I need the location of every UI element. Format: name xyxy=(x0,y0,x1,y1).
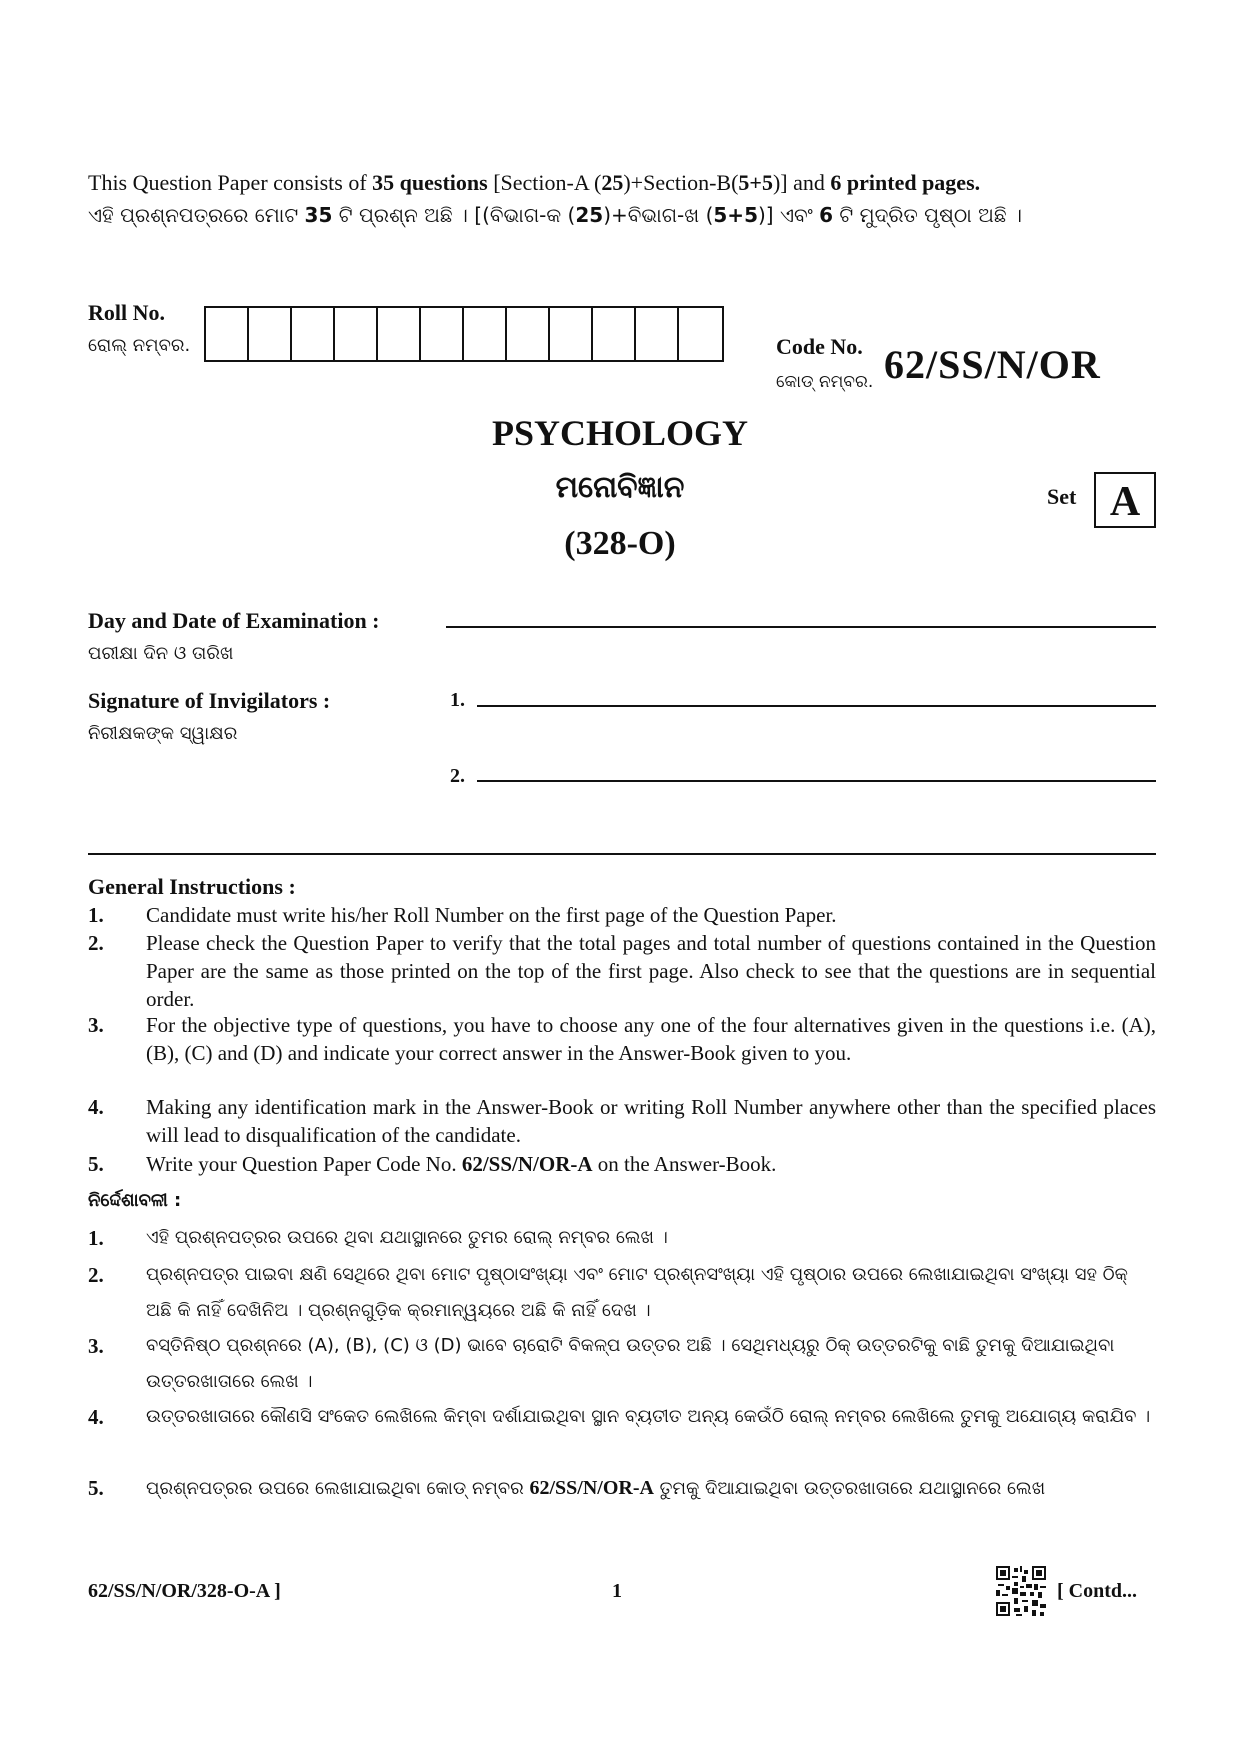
odia-instruction-item xyxy=(88,1399,1156,1435)
instruction-number: 5. xyxy=(88,1152,104,1176)
set-value-box: A xyxy=(1094,472,1156,528)
roll-digit-box[interactable] xyxy=(206,308,249,360)
signature-2-field[interactable] xyxy=(477,780,1156,782)
instruction-number: 3. xyxy=(88,1013,104,1037)
instruction-text: Write your Question Paper Code No. 62/SS/N/OR-A on the Answer-Book. xyxy=(146,1152,777,1176)
roll-digit-box[interactable] xyxy=(636,308,679,360)
roll-digit-box[interactable] xyxy=(421,308,464,360)
general-instructions-heading: General Instructions : xyxy=(88,874,296,899)
exam-date-field[interactable] xyxy=(446,626,1156,628)
page-number: 1 xyxy=(612,1580,622,1602)
instruction-number: 1. xyxy=(88,903,104,927)
roll-digit-box[interactable] xyxy=(679,308,722,360)
exam-date-label: Day and Date of Examination : xyxy=(88,608,380,633)
roll-digit-box[interactable] xyxy=(550,308,593,360)
roll-number-label-odia: ରୋଲ୍ ନମ୍ବର. xyxy=(88,335,191,356)
odia-instruction-item xyxy=(88,1220,1156,1256)
roll-digit-box[interactable] xyxy=(378,308,421,360)
instruction-text: ପ୍ରଶ୍ନପତ୍ରର ଉପରେ ଲେଖାଯାଇଥିବା କୋଡ୍ ନମ୍ବର 62/SS/N/OR-A ତୁମକୁ ଦିଆଯାଇଥିବା ଉତ୍ତରଖାତାରେ ଯଥାସ୍ଥାନରେ ଲେଖ xyxy=(146,1477,1046,1499)
roll-number-label: Roll No. xyxy=(88,300,165,325)
odia-instruction-item xyxy=(88,1257,1156,1329)
instruction-text: Making any identification mark in the Answer-Book or writing Roll Number anywhere other than the specified places will lead to disqualification of the candidate. xyxy=(146,1095,1156,1147)
instruction-number: 4. xyxy=(88,1405,104,1429)
roll-digit-box[interactable] xyxy=(593,308,636,360)
invigilator-signature-label: Signature of Invigilators : xyxy=(88,688,331,713)
paper-summary-odia: ଏହି ପ୍ରଶ୍ନପତ୍ରରେ ମୋଟ 35 ଟି ପ୍ରଶ୍ନ ଅଛି । [(ବିଭାଗ-କ (25)+ବିଭାଗ-ଖ (5+5)] ଏବଂ 6 ଟି ମୁଦ୍ରିତ ପୃଷ୍ଠା ଅଛି । xyxy=(88,203,1022,227)
odia-instruction-item xyxy=(88,1470,1156,1507)
instruction-number: 4. xyxy=(88,1095,104,1119)
instruction-text: ଉତ୍ତରଖାତାରେ କୌଣସି ସଂକେତ ଲେଖିଲେ କିମ୍ବା ଦର୍ଶାଯାଇଥିବା ସ୍ଥାନ ବ୍ୟତୀତ ଅନ୍ୟ କେଉଁଠି ରୋଲ୍ ନମ୍ବର ଲେଖିଲେ ତୁମକୁ ଅଯୋଗ୍ୟ କରାଯିବ । xyxy=(146,1406,1151,1427)
instruction-text: Please check the Question Paper to verify that the total pages and total number of questions contained in the Question Paper are the same as those printed on the top of the first page. Also check to see that the questions are in sequential order. xyxy=(146,931,1156,1011)
exam-date-label-odia: ପରୀକ୍ଷା ଦିନ ଓ ତାରିଖ xyxy=(88,643,234,664)
instruction-item xyxy=(88,1150,1156,1178)
subject-title-odia: ମନୋବିଜ୍ଞାନ xyxy=(555,470,685,505)
roll-digit-box[interactable] xyxy=(292,308,335,360)
instruction-item xyxy=(88,929,1156,1013)
code-number-label: Code No. xyxy=(776,334,863,359)
qr-code-icon xyxy=(996,1566,1046,1616)
set-label: Set xyxy=(1047,484,1077,509)
signature-2-number: 2. xyxy=(450,765,465,787)
instruction-number: 3. xyxy=(88,1334,104,1358)
footer-paper-code: 62/SS/N/OR/328-O-A ] xyxy=(88,1580,281,1602)
roll-digit-box[interactable] xyxy=(249,308,292,360)
odia-instruction-item xyxy=(88,1328,1156,1400)
code-number-label-odia: କୋଡ୍ ନମ୍ବର. xyxy=(776,372,874,392)
roll-digit-box[interactable] xyxy=(335,308,378,360)
roll-digit-box[interactable] xyxy=(507,308,550,360)
instruction-text: ବସ୍ତିନିଷ୍ଠ ପ୍ରଶ୍ନରେ (A), (B), (C) ଓ (D) ଭାବେ ଚାରୋଟି ବିକଳ୍ପ ଉତ୍ତର ଅଛି । ସେଥିମଧ୍ୟରୁ ଠିକ୍ ଉତ୍ତରଟିକୁ ବାଛି ତୁମକୁ ଦିଆଯାଇଥିବା ଉତ୍ତରଖାତାରେ ଲେଖ । xyxy=(146,1335,1115,1392)
paper-summary-english: This Question Paper consists of 35 questions [Section-A (25)+Section-B(5+5)] and 6 printed pages. xyxy=(88,170,981,195)
continued-label: [ Contd... xyxy=(1057,1580,1138,1602)
instruction-text: ପ୍ରଶ୍ନପତ୍ର ପାଇବା କ୍ଷଣି ସେଥିରେ ଥିବା ମୋଟ ପୃଷ୍ଠାସଂଖ୍ୟା ଏବଂ ମୋଟ ପ୍ରଶ୍ନସଂଖ୍ୟା ଏହି ପୃଷ୍ଠାର ଉପରେ ଲେଖାଯାଇଥିବା ସଂଖ୍ୟା ସହ ଠିକ୍ ଅଛି କି ନାହିଁ ଦେଖିନିଅ । ପ୍ରଶ୍ନଗୁଡ଼ିକ କ୍ରମାନ୍ୱୟରେ ଅଛି କି ନାହିଁ ଦେଖ । xyxy=(146,1264,1128,1321)
instruction-item xyxy=(88,1011,1156,1067)
subject-code: (328-O) xyxy=(564,525,676,562)
odia-instructions-heading: ନିର୍ଦ୍ଦେଶାବଳୀ : xyxy=(88,1190,182,1211)
roll-number-boxes[interactable] xyxy=(204,306,724,362)
instruction-number: 1. xyxy=(88,1226,104,1250)
code-number-value: 62/SS/N/OR xyxy=(884,342,1101,387)
signature-1-field[interactable] xyxy=(477,705,1156,707)
section-divider xyxy=(88,853,1156,855)
instruction-text: Candidate must write his/her Roll Number on the first page of the Question Paper. xyxy=(146,903,837,927)
instruction-number: 2. xyxy=(88,931,104,955)
signature-1-number: 1. xyxy=(450,689,465,711)
instruction-item xyxy=(88,1093,1156,1149)
roll-digit-box[interactable] xyxy=(464,308,507,360)
subject-title: PSYCHOLOGY xyxy=(491,413,749,453)
instruction-number: 2. xyxy=(88,1263,104,1287)
instruction-number: 5. xyxy=(88,1476,104,1500)
instruction-text: ଏହି ପ୍ରଶ୍ନପତ୍ରର ଉପରେ ଥିବା ଯଥାସ୍ଥାନରେ ତୁମର ରୋଲ୍ ନମ୍ବର ଲେଖ । xyxy=(146,1227,668,1248)
invigilator-signature-label-odia: ନିରୀକ୍ଷକଙ୍କ ସ୍ୱାକ୍ଷର xyxy=(88,723,238,744)
instruction-item xyxy=(88,901,1156,929)
instruction-text: For the objective type of questions, you have to choose any one of the four alternatives given in the questions i.e. (A), (B), (C) and (D) and indicate your correct answer in the Answer-Book given to you. xyxy=(146,1013,1156,1065)
